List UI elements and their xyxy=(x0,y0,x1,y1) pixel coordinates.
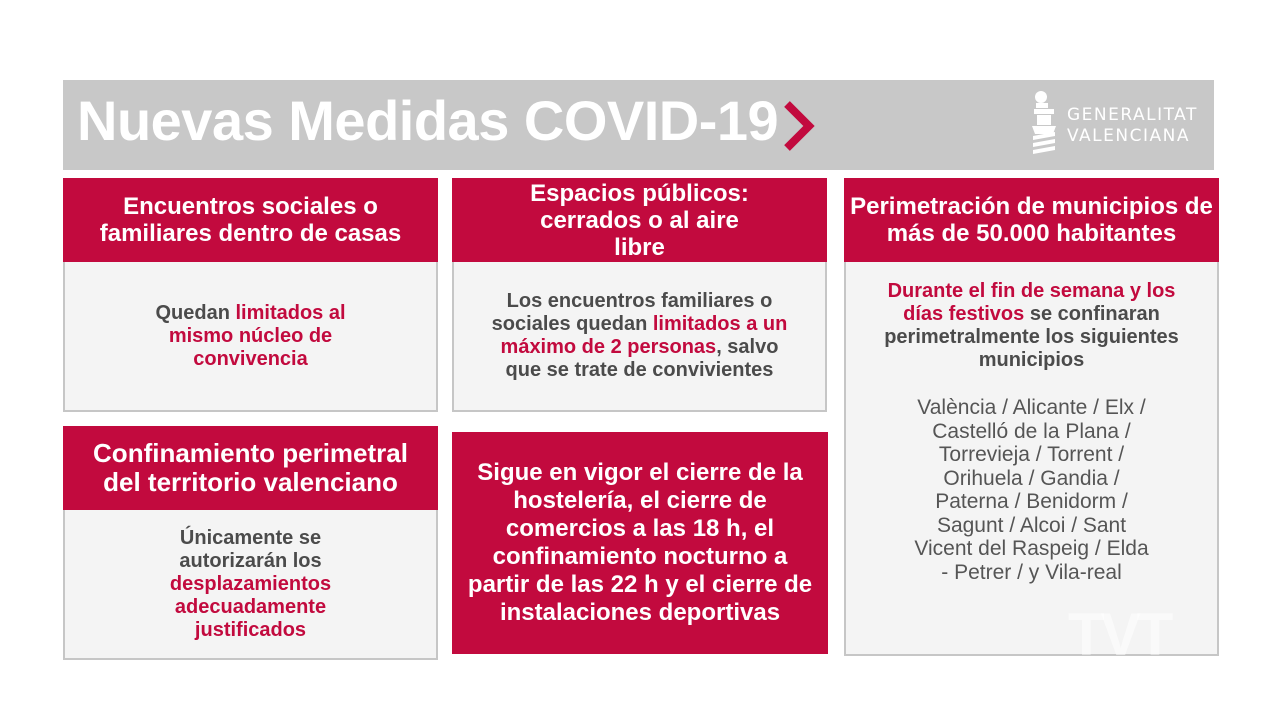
card-title: Confinamiento perimetral del territorio valenciano xyxy=(63,426,438,510)
card-body xyxy=(452,262,827,412)
logo-text xyxy=(1067,105,1198,147)
card-text xyxy=(482,290,797,382)
card-title: Espacios públicos: cerrados o al aire libre xyxy=(452,178,827,262)
card-closures xyxy=(452,432,828,654)
card-public-spaces xyxy=(452,178,827,412)
card-body xyxy=(844,262,1219,656)
card-regional-perimeter xyxy=(63,426,438,660)
card-text xyxy=(131,302,371,371)
card-municipal-perimeter xyxy=(844,178,1219,656)
municipality-list: València / Alicante / Elx / Castelló de la Plana / Torrevieja / Torrent / Orihuela / Gandia / Paterna / Benidorm / Sagunt / Alcoi / Sant Vicent del Raspeig / Elda - Petrer / y Vila-real xyxy=(914,396,1149,584)
page-title: Nuevas Medidas COVID-19 xyxy=(77,89,779,152)
logo-line-2: VALENCIANA xyxy=(1067,126,1190,146)
channel-watermark: TVT xyxy=(1068,601,1170,668)
card-social-gatherings xyxy=(63,178,438,412)
card-text-part: se confinaran perimetralmente los siguientes municipios xyxy=(884,303,1179,371)
generalitat-emblem-icon xyxy=(1029,88,1059,160)
card-body xyxy=(63,510,438,660)
card-body xyxy=(63,262,438,412)
card-title: Encuentros sociales o familiares dentro de casas xyxy=(63,178,438,262)
card-text-highlight: limitados a un máximo de 2 personas xyxy=(500,313,788,358)
card-text-highlight: Durante el fin de semana y los días festivos xyxy=(887,280,1176,325)
card-title: Perimetración de municipios de más de 50.000 habitantes xyxy=(844,178,1219,262)
card-text-part: Quedan xyxy=(155,301,236,324)
card-text-part: Los encuentros familiares o sociales quedan xyxy=(491,290,773,335)
card-text-part: , salvo que se trate de convivientes xyxy=(505,336,779,381)
generalitat-logo xyxy=(1029,88,1199,160)
card-text-part: Únicamente se autorizarán los xyxy=(179,526,322,572)
chevron-right-icon xyxy=(781,98,817,154)
header-banner xyxy=(63,80,1214,170)
card-text-highlight: desplazamientos adecuadamente justificados xyxy=(169,572,332,641)
card-text xyxy=(151,527,351,642)
card-text-highlight: limitados al mismo núcleo de convivencia xyxy=(168,301,346,370)
logo-line-1: GENERALITAT xyxy=(1067,105,1198,125)
card-text xyxy=(872,280,1192,372)
card-text: Sigue en vigor el cierre de la hostelería, el cierre de comercios a las 18 h, el confinamiento nocturno a partir de las 22 h y el cierre de instalaciones deportivas xyxy=(467,459,813,626)
